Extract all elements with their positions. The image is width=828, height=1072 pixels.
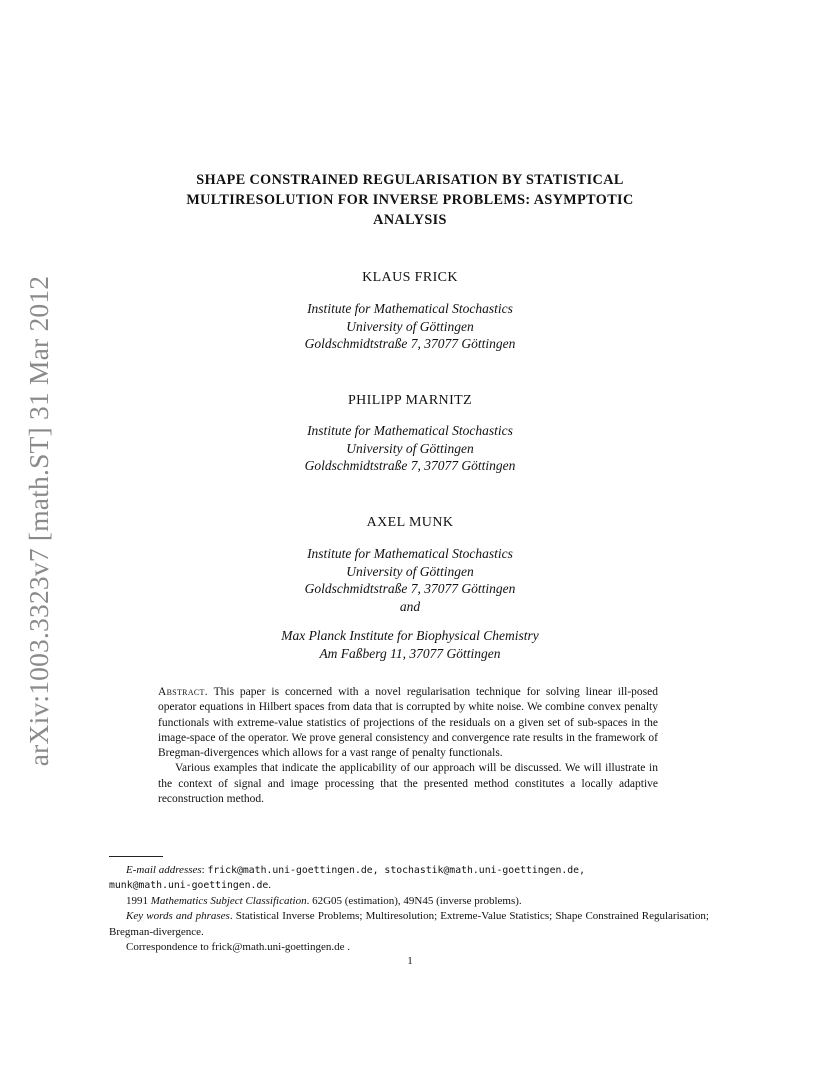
abstract-paragraph — [158, 685, 658, 761]
footnote-correspondence: Correspondence to frick@math.uni-goettingen.de . — [126, 941, 350, 954]
affiliation-line: Max Planck Institute for Biophysical Chemistry — [281, 628, 539, 643]
page-number: 1 — [407, 955, 413, 967]
author-affiliation-frick — [150, 300, 670, 353]
footnote-rule — [109, 856, 163, 857]
msc-label: Mathematics Subject Classification — [150, 894, 307, 907]
author-name-frick: KLAUS FRICK — [362, 270, 458, 285]
arxiv-identifier-stamp: arXiv:1003.3323v7 [math.ST] 31 Mar 2012 — [23, 275, 54, 767]
email-address: munk@math.uni-goettingen.de — [109, 880, 269, 892]
title-line: SHAPE CONSTRAINED REGULARISATION BY STATISTICAL — [196, 172, 624, 188]
msc-year: 1991 — [126, 894, 148, 907]
author-second-affiliation-munk — [150, 627, 670, 662]
email-addresses: frick@math.uni-goettingen.de, stochastik@math.uni-goettingen.de, — [207, 865, 585, 876]
footnote-email-continued: munk@math.uni-goettingen.de. — [109, 879, 272, 892]
title-line: MULTIRESOLUTION FOR INVERSE PROBLEMS: ASYMPTOTIC — [186, 192, 634, 208]
author-affiliation-marnitz — [150, 422, 670, 475]
affiliation-line: Goldschmidtstraße 7, 37077 Göttingen — [304, 458, 516, 473]
affiliation-line: University of Göttingen — [346, 318, 474, 334]
keywords-text: Statistical Inverse Problems; Multiresolution; Extreme-Value Statistics; Shape Constrained Regularisation; Bregman-divergence. — [109, 910, 709, 938]
author-affiliation-munk — [150, 545, 670, 615]
keywords-label: Key words and phrases — [126, 910, 230, 923]
affiliation-line: University of Göttingen — [346, 563, 474, 579]
affiliation-line: Institute for Mathematical Stochastics — [307, 301, 513, 316]
affiliation-line: University of Göttingen — [346, 440, 474, 456]
footnote-email: E-mail addresses: frick@math.uni-goettingen.de, stochastik@math.uni-goettingen.de, — [126, 864, 585, 876]
abstract-label: Abstract. — [158, 686, 208, 698]
abstract-text: This paper is concerned with a novel regularisation technique for solving linear ill-posed operator equations in Hilbert spaces from data that is corrupted by white noise. We combine convex penalty functionals with extreme-value statistics of projections of the residuals on a given set of sub-spaces in the image-space of the operator. We prove general consistency and convergence rate results in the framework of Bregman-divergences which allows for a vast range of penalty functionals. — [158, 686, 658, 760]
abstract — [158, 685, 658, 807]
email-label: E-mail addresses — [126, 864, 202, 876]
author-name-munk: AXEL MUNK — [366, 515, 454, 530]
affiliation-line: Institute for Mathematical Stochastics — [307, 423, 513, 438]
footnote-keywords: Key words and phrases. Statistical Inverse Problems; Multiresolution; Extreme-Value Statistics; Shape Constrained Regularisation; Bregman-divergence. — [109, 910, 709, 938]
footnote-msc: 1991 Mathematics Subject Classification. 62G05 (estimation), 49N45 (inverse problems). — [126, 894, 522, 907]
affiliation-line: Goldschmidtstraße 7, 37077 Göttingen — [304, 336, 516, 351]
paper-title — [130, 170, 690, 230]
affiliation-line: Goldschmidtstraße 7, 37077 Göttingen — [304, 581, 516, 596]
abstract-paragraph: Various examples that indicate the applicability of our approach will be discussed. We will illustrate in the context of signal and image processing that the presented method constitutes a locally adaptive reconstruction method. — [158, 762, 658, 806]
affiliation-line: and — [399, 598, 421, 614]
author-name-marnitz: PHILIPP MARNITZ — [347, 393, 473, 408]
footnotes — [109, 863, 709, 955]
affiliation-line: Am Faßberg 11, 37077 Göttingen — [319, 645, 501, 661]
msc-text: 62G05 (estimation), 49N45 (inverse problems). — [312, 894, 522, 907]
affiliation-line: Institute for Mathematical Stochastics — [307, 546, 513, 561]
title-line: ANALYSIS — [373, 212, 447, 228]
